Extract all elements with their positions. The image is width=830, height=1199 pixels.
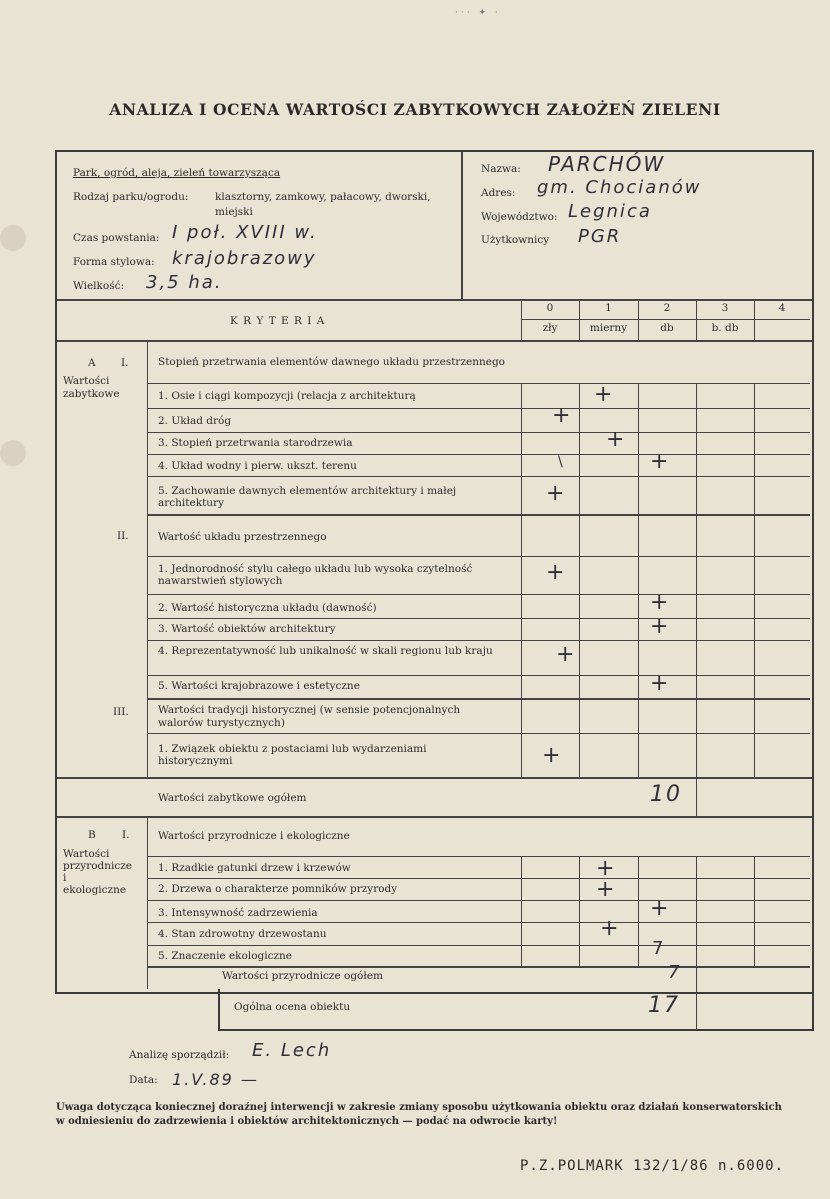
group-a-letter: A: [88, 357, 96, 369]
criterion-a1-5: 5. Zachowanie dawnych elementów architektury i małej architektury: [158, 485, 457, 509]
criterion-b1-1: 1. Rzadkie gatunki drzew i krzewów: [158, 862, 351, 874]
total-b-value: 7: [668, 962, 682, 983]
mark-a2-3: +: [650, 614, 669, 639]
date-value: 1.V.89 —: [172, 1070, 259, 1089]
park-kind-options-2: miejski: [215, 206, 253, 218]
overall-value: 17: [648, 993, 680, 1018]
score-3: 3: [721, 302, 729, 314]
grade-0: zły: [542, 322, 558, 334]
total-b-label: Wartości przyrodnicze ogółem: [222, 970, 383, 982]
section-a2-title: Wartość układu przestrzennego: [158, 531, 327, 543]
size-label: Wielkość:: [73, 280, 125, 292]
group-b-name: Wartości przyrodnicze i ekologiczne: [63, 848, 133, 896]
criteria-label: K R Y T E R I A: [230, 315, 326, 327]
punch-hole: [0, 440, 26, 466]
group-a-name: Wartości zabytkowe: [63, 375, 120, 400]
address-label: Adres:: [481, 187, 516, 199]
name-value: PARCHÓW: [548, 152, 666, 176]
score-4: 4: [778, 302, 786, 314]
total-a-label: Wartości zabytkowe ogółem: [158, 792, 307, 804]
mark-a1-1: +: [594, 382, 613, 407]
criterion-a3-1: 1. Związek obiektu z postaciami lub wydarzeniami historycznymi: [158, 743, 427, 767]
criterion-a2-5: 5. Wartości krajobrazowe i estetyczne: [158, 680, 360, 692]
created-value: I poł. XVIII w.: [172, 222, 318, 243]
style-value: krajobrazowy: [172, 248, 317, 269]
mark-a2-4: +: [556, 642, 575, 667]
overall-label: Ogólna ocena obiektu: [234, 1001, 351, 1013]
mark-a2-5: +: [650, 671, 669, 696]
mark-a1-5: +: [546, 481, 565, 506]
mark-a1-4-tick: \: [558, 454, 563, 470]
section-a3-roman: III.: [113, 706, 129, 718]
punch-hole: [0, 225, 26, 251]
mark-a2-2: +: [650, 590, 669, 615]
total-a-value: 10: [650, 782, 682, 807]
criterion-a2-4: 4. Reprezentatywność lub unikalność w skali regionu lub kraju: [158, 645, 493, 657]
group-b-roman: I.: [122, 829, 130, 841]
style-label: Forma stylowa:: [73, 256, 155, 268]
mark-b1-4: +: [600, 916, 619, 941]
criterion-b1-4: 4. Stan zdrowotny drzewostanu: [158, 928, 327, 940]
mark-a1-4: +: [650, 449, 669, 474]
section-a2-roman: II.: [117, 530, 129, 542]
criterion-a1-4: 4. Układ wodny i pierw. ukszt. terenu: [158, 460, 357, 472]
criterion-a2-1: 1. Jednorodność stylu całego układu lub wysoka czytelność nawarstwień stylowych: [158, 563, 473, 587]
section-a1-title: Stopień przetrwania elementów dawnego układu przestrzennego: [158, 356, 505, 368]
prepared-value: E. Lech: [252, 1040, 332, 1061]
users-value: PGR: [578, 226, 622, 247]
object-type-label: Park, ogród, aleja, zieleń towarzysząca: [73, 167, 281, 179]
group-b-letter: B: [88, 829, 96, 841]
criterion-a2-3: 3. Wartość obiektów architektury: [158, 623, 336, 635]
section-a3-title: Wartości tradycji historycznej (w sensie potencjonalnych walorów turystycznych): [158, 704, 461, 729]
mark-a1-2: +: [552, 403, 571, 428]
mark-a1-3: +: [606, 427, 625, 452]
mark-b1-1: +: [596, 856, 615, 881]
score-0: 0: [546, 302, 554, 314]
criterion-a1-2: 2. Układ dróg: [158, 415, 232, 427]
grade-3: b. db: [711, 322, 739, 334]
size-value: 3,5 ha.: [146, 272, 223, 293]
park-kind-options: klasztorny, zamkowy, pałacowy, dworski,: [215, 191, 431, 203]
criterion-a1-1: 1. Osie i ciągi kompozycji (relacja z architekturą: [158, 390, 416, 402]
criterion-b1-2: 2. Drzewa o charakterze pomników przyrody: [158, 883, 398, 895]
name-label: Nazwa:: [481, 163, 521, 175]
mark-b1-3: +: [650, 896, 669, 921]
province-label: Województwo:: [481, 211, 558, 223]
mark-a3-1: +: [542, 743, 561, 768]
printer-imprint: P.Z.POLMARK 132/1/86 n.6000.: [520, 1158, 785, 1174]
province-value: Legnica: [568, 201, 652, 222]
section-b1-title: Wartości przyrodnicze i ekologiczne: [158, 830, 350, 842]
criterion-b1-3: 3. Intensywność zadrzewienia: [158, 907, 318, 919]
mark-a2-1: +: [546, 560, 565, 585]
grade-1: mierny: [589, 322, 628, 334]
address-value: gm. Chocianów: [537, 177, 702, 198]
date-label: Data:: [129, 1074, 158, 1086]
users-label: Użytkownicy: [481, 234, 550, 246]
prepared-label: Analizę sporządził:: [129, 1049, 230, 1061]
criterion-a1-3: 3. Stopień przetrwania starodrzewia: [158, 437, 353, 449]
mark-b1-2: +: [596, 877, 615, 902]
page-title: ANALIZA I OCENA WARTOŚCI ZABYTKOWYCH ZAŁOŻEŃ ZIELENI: [109, 100, 721, 119]
mark-b1-5: 7: [652, 938, 664, 959]
group-a-roman: I.: [121, 357, 129, 369]
grade-2: db: [660, 322, 674, 334]
note-line-2: w odniesieniu do zadrzewienia i obiektów architektonicznych — podać na odwrocie karty!: [56, 1116, 558, 1127]
criterion-b1-5: 5. Znaczenie ekologiczne: [158, 950, 293, 962]
note-line-1: Uwaga dotycząca koniecznej doraźnej interwencji w zakresie zmiany sposobu użytkowania obiektu oraz działań konserwatorskich: [56, 1102, 782, 1113]
park-kind-label: Rodzaj parku/ogrodu:: [73, 191, 189, 203]
top-mark: ··· ✦ ·: [455, 8, 501, 18]
score-2: 2: [663, 302, 671, 314]
criterion-a2-2: 2. Wartość historyczna układu (dawność): [158, 602, 377, 614]
score-1: 1: [605, 302, 612, 314]
created-label: Czas powstania:: [73, 232, 160, 244]
